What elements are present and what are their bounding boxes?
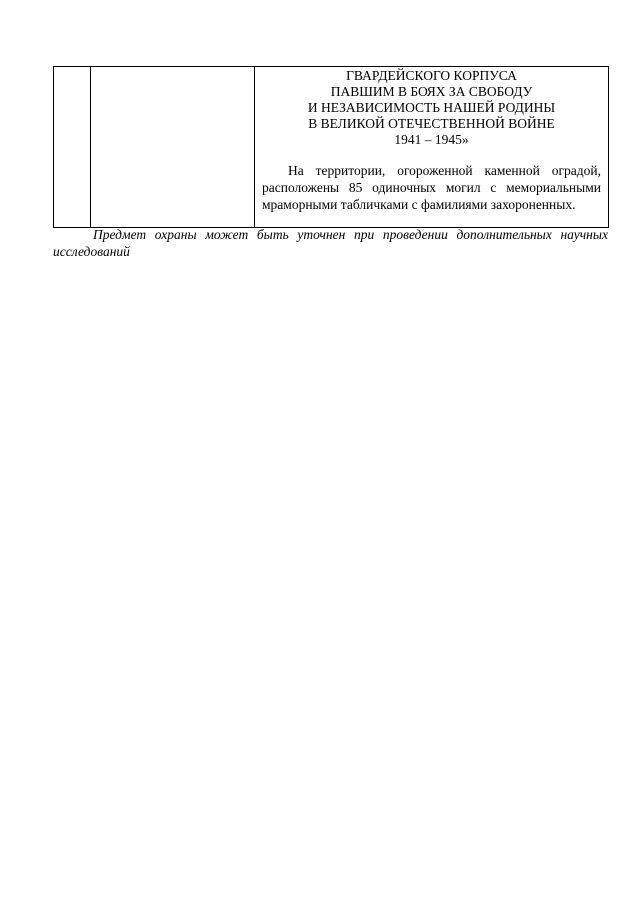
table-cell-subject — [255, 67, 609, 228]
inscription-line: И НЕЗАВИСИМОСТЬ НАШЕЙ РОДИНЫ — [307, 100, 556, 115]
inscription-line: В ВЕЛИКОЙ ОТЕЧЕСТВЕННОЙ ВОЙНЕ — [308, 116, 555, 131]
inscription-line: ПАВШИМ В БОЯХ ЗА СВОБОДУ — [330, 84, 533, 99]
monument-inscription — [255, 68, 608, 148]
inscription-line: 1941 – 1945» — [394, 132, 469, 147]
document-table — [53, 66, 609, 228]
table-row — [54, 67, 609, 228]
protection-note: Предмет охраны может быть уточнен при проведении дополнительных научных исследований — [53, 227, 608, 259]
table-cell-name — [91, 67, 255, 228]
monument-description: На территории, огороженной каменной оградой, расположены 85 одиночных могил с мемориальными мраморными табличками с фамилиями захороненных. — [262, 163, 601, 212]
table-cell-number — [54, 67, 91, 228]
inscription-line: ГВАРДЕЙСКОГО КОРПУСА — [346, 68, 517, 83]
